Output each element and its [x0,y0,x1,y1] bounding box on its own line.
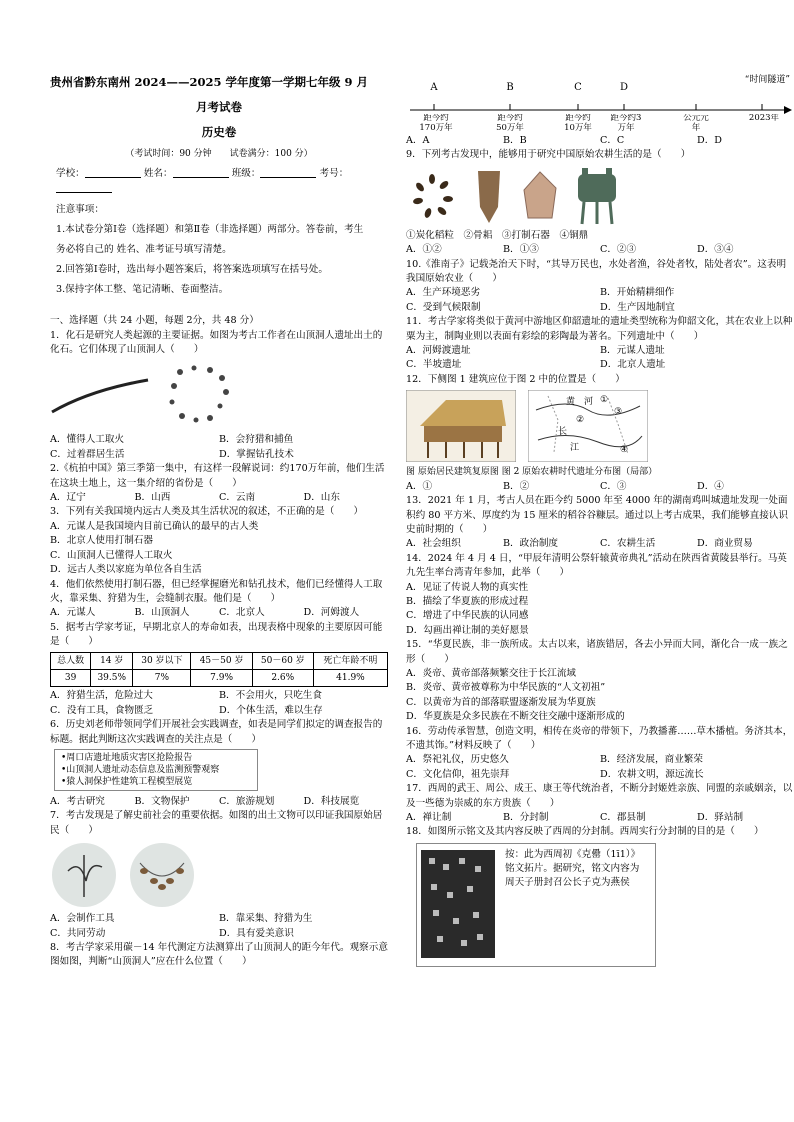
question-15 [406,638,794,724]
question-text: 9．下列考古发现中，能够用于研究中国原始农耕生活的是（ ） [406,149,691,161]
option[interactable]: A．懂得人工取火 [50,434,125,446]
option[interactable]: B．靠采集、狩猎为生 [219,913,313,925]
time-tunnel-label: “时间隧道” [744,75,790,85]
table-header: 30 岁以下 [133,652,191,669]
map-label: 长 [558,427,568,438]
question-text: 16．劳动传承智慧，创造文明，相传在炎帝的带领下，乃教播蕃……草木播植。务济其本，不遗其饰。”材料反映了（ ） [406,725,793,751]
school-field[interactable] [85,167,141,178]
q9-images [406,166,794,226]
class-field[interactable] [260,167,316,178]
question-5 [50,621,388,718]
map-label: ④ [620,445,629,456]
option[interactable]: C．北京人 [219,607,265,619]
ornament-necklace-image [160,360,240,430]
options [406,537,794,551]
table-header: 总人数 [51,652,91,669]
option[interactable]: A．祭祀礼仪，历史悠久 [406,754,509,766]
option[interactable]: D．河姆渡人 [303,607,360,619]
question-16 [406,725,794,783]
question-text: 2.《杭拍中国》第三季第一集中，有这样一段解说词：约170万年前，他们生活在这块土地上，这一集介绍的省份是（ ） [50,463,385,489]
option[interactable]: B．开始精耕细作 [600,287,675,299]
timeline-label: 距今约3万年 [610,114,642,133]
option[interactable]: C．半坡遗址 [406,359,462,371]
question-text: 7．考古发现是了解史前社会的重要依据。如图的出土文物可以印证我国原始居民（ ） [50,810,383,836]
option[interactable]: C．③ [600,480,627,492]
option[interactable]: B．② [503,480,530,492]
option[interactable]: C．山顶洞人已懂得人工取火 [50,549,173,561]
map-label: 河 [584,397,594,408]
option[interactable]: A．狩猎生活，危险过大 [50,690,153,702]
question-text: 5．据考古学家考证，早期北京人的寿命如表，出现表格中现象的主要原因可能是（ ） [50,621,383,648]
question-10 [406,258,794,316]
left-column [50,0,388,970]
q8-options [406,134,794,148]
q1-images [50,360,388,430]
notice-item: 3.保持字体工整、笔记清晰、卷面整洁。 [56,284,229,296]
option[interactable]: B．不会用火，只吃生食 [219,690,322,702]
table-header: 50－60 岁 [252,652,313,669]
question-8 [50,941,388,970]
exam-info: （考试时间：90 分钟 试卷满分：100 分） [125,149,313,159]
table-cell: 2.6% [252,669,313,686]
table-cell: 7% [133,669,191,686]
question-text: 3．下列有关我国境内远古人类及其生活状况的叙述，不正确的是（ ） [50,506,364,518]
table-cell: 7.9% [191,669,252,686]
option[interactable]: D．北京人遗址 [600,359,666,371]
option[interactable]: A．社会组织 [406,538,461,550]
question-7 [50,809,388,941]
option[interactable]: A．① [406,480,433,492]
school-label: 学校： [56,168,85,180]
table-header: 14 岁 [91,652,133,669]
timeline-point: C [574,82,582,93]
question-text: 18．如图所示铭文及其内容反映了西周的分封制。西周实行分封制的目的是（ ） [406,826,764,838]
option[interactable]: B．会狩猎和捕鱼 [219,434,294,446]
table-header: 死亡年龄不明 [313,652,387,669]
bone-needle-artifact-image [50,841,118,909]
number-field[interactable] [56,182,112,193]
option[interactable]: C．没有工具，食物匮乏 [50,704,154,716]
notice-item: 2.回答第Ⅰ卷时，选出每小题答案后，将答案选项填写在括号处。 [56,264,328,276]
report-title: •周口店遗址地质灾害区抢险报告 [61,752,193,763]
question-3 [50,505,388,577]
exam-title-line2: 月考试卷 [196,100,242,114]
map-label: ③ [614,407,623,418]
options [50,912,388,941]
option[interactable]: D．具有爱美意识 [219,927,294,939]
option[interactable]: C．云南 [219,492,256,504]
options [50,606,388,620]
time-tunnel-timeline [406,72,794,134]
option[interactable]: B．山西 [134,492,171,504]
option[interactable]: C．农耕生活 [600,538,656,550]
option[interactable]: A．辽宁 [50,492,86,504]
question-12 [406,373,794,494]
bronze-ding-image [574,166,620,226]
question-13 [406,494,794,552]
option[interactable]: B．元谋人遗址 [600,345,665,357]
lifespan-table [50,652,388,688]
option[interactable]: D．个体生活，难以生存 [219,704,323,716]
exam-subtitle: 历史卷 [201,125,237,139]
option[interactable]: B．分封制 [503,812,549,824]
chipped-stone-image [520,170,560,222]
option[interactable]: A．考古研究 [50,795,105,807]
map-label: ① [600,395,609,406]
class-label: 班级： [231,168,261,180]
options [50,795,388,809]
option[interactable]: A．元谋人 [50,607,96,619]
option[interactable]: A．A [406,135,430,146]
question-text: 13．2021 年 1 月，考古人员在距今约 5000 年至 4000 年的湖南鸡叫城遗址发现一处面积约 80 平方米、厚度约为 15 厘米的稻谷谷糠层。通过以上考古成果，我们能够直接认识史前时期的（ ） [406,495,788,535]
options [406,344,794,373]
question-text: 8．考古学家采用碳－14 年代测定方法测算出了山顶洞人的距今年代。观察示意图如图，判断“山顶洞人”应在什么位置（ ） [50,942,388,968]
carbonized-rice-image [406,171,458,221]
option[interactable]: B．B [503,135,527,146]
options [50,491,388,505]
question-1 [50,329,388,463]
q12-images [406,390,794,462]
timeline-label: 距今约50万年 [496,114,524,133]
map-label: 黄 [566,397,576,408]
option[interactable]: B．北京人使用打制石器 [50,535,153,547]
stilt-house-image [406,390,516,462]
student-info-row [56,167,388,196]
option[interactable]: A．炎帝、黄帝部落频繁交往于长江流域 [406,667,577,679]
number-label: 考号： [319,168,349,180]
inscription-box [416,843,656,967]
image-captions: ①炭化稻粒 ②骨耜 ③打制石器 ④铜鼎 [406,229,589,241]
map-label: ② [576,415,585,426]
option[interactable]: D．勾画出禅让制的美好愿景 [406,624,529,636]
option[interactable]: A．河姆渡遗址 [406,345,471,357]
timeline-label: 2023年 [748,114,780,123]
report-title: •山顶洞人遗址动态信息及监测预警观察 [61,764,220,775]
option[interactable]: B．经济发展，商业繁荣 [600,754,703,766]
table-cell: 41.9% [313,669,387,686]
exam-title-line1: 贵州省黔东南州 2024——2025 学年度第一学期七年级 9 月 [50,75,369,89]
option[interactable]: D．掌握钻孔技术 [219,448,294,460]
option[interactable]: D．④ [697,480,724,492]
question-14 [406,552,794,638]
question-6 [50,718,388,809]
inscription-note: 按：此为西周初《克罍（1ī1）》铭文拓片。据研究，铭文内容为周天子册封召公长子克为燕侯 [505,848,641,888]
option[interactable]: C．以黄帝为首的部落联盟逐渐发展为华夏族 [406,696,596,708]
report-titles-box [54,749,258,791]
notice-item: 1.本试卷分第Ⅰ卷（选择题）和第Ⅱ卷（非选择题）两部分。答卷前，考生 [56,224,364,236]
option[interactable]: D．山东 [303,492,340,504]
option[interactable]: D．D [697,135,722,146]
notice-title: 注意事项： [56,204,104,216]
name-label: 姓名： [143,168,173,180]
option[interactable]: C．过着群居生活 [50,448,125,460]
question-text: 6．历史刘老师带领同学们开展社会实践调查，如表是同学们拟定的调查报告的标题。据此判断这次实践调查的关注点是（ ） [50,719,383,745]
option[interactable]: C．增进了中华民族的认同感 [406,610,529,622]
figure-caption: 图 原始居民建筑复原图 图 2 原始农耕时代遗址分布图（局部） [406,467,658,478]
option[interactable]: B．文物保护 [134,795,190,807]
option[interactable]: A．见证了传说人物的真实性 [406,581,529,593]
question-4 [50,578,388,621]
question-18 [406,825,794,966]
option[interactable]: A．禅让制 [406,812,452,824]
option[interactable]: B．①③ [503,244,539,256]
report-title: •猿人洞保护性建筑工程模型展览 [61,776,193,787]
question-text: 1．化石是研究人类起源的主要证据。如图为考古工作者在山顶洞人遗址出土的化石。它们体现了山顶洞人（ ） [50,329,383,356]
option[interactable]: D．驿站制 [697,812,744,824]
question-text: 10.《淮南子》记载尧治天下时，“其导万民也，水处者渔，谷处者牧，陆处者农”。这表明我国原始农业（ ） [406,258,787,285]
option[interactable]: D．华夏族是众多民族在不断交往交融中逐渐形成的 [406,711,625,723]
bronze-inscription-rubbing-image [417,844,499,964]
timeline-label: 距今约170万年 [419,114,453,133]
question-11 [406,315,794,373]
option[interactable]: D．农耕文明，源远流长 [600,768,704,780]
option[interactable]: A．会制作工具 [50,913,115,925]
bone-needle-image [50,370,150,420]
question-9 [406,148,794,257]
option[interactable]: B．山顶洞人 [134,607,190,619]
option[interactable]: C．旅游规划 [219,795,275,807]
option[interactable]: B．炎帝、黄帝被尊称为中华民族的“人文初祖” [406,682,606,694]
map-label: 江 [570,443,580,454]
options [50,689,388,718]
notices [56,200,388,300]
question-text: 14．2024 年 4 月 4 日，“甲辰年清明公祭轩辕黄帝典礼”活动在陕西省黄陵县举行。马英九先生率台湾青年参加，此举（ ） [406,552,787,579]
site-distribution-map [528,390,648,462]
option[interactable]: D．科技展览 [303,795,360,807]
option[interactable]: D．远古人类以家庭为单位各自生活 [50,564,202,576]
options [406,286,794,315]
timeline-point: B [506,82,514,93]
question-text: 17．西周的武王、周公、成王、康王等代统治者，不断分封姬姓亲族、同盟的亲戚姻亲，以及一些德为崇威的东方贵族（ ） [406,783,793,809]
question-text: 12．下侧图 1 建筑应位于图 2 中的位置是（ ） [406,373,625,385]
option[interactable]: D．生产因地制宜 [600,301,675,313]
shell-necklace-image [128,841,196,909]
notice-item: 务必将自己的 姓名、准考证号填写清楚。 [56,244,232,256]
option[interactable]: C．C [600,135,625,146]
options [406,753,794,782]
bone-spade-image [472,167,506,225]
option[interactable]: C．受到气候限制 [406,301,481,313]
option[interactable]: C．文化信仰，祖先崇拜 [406,768,510,780]
options [406,480,794,494]
section-heading: 一、选择题（共 24 小题，每题 2分，共 48 分） [50,315,259,327]
q7-images [50,841,388,909]
options [406,811,794,825]
options [50,433,388,462]
timeline-point: A [430,82,438,93]
option[interactable]: D．③④ [697,244,734,256]
timeline-label: 公元元年 [683,114,709,133]
option[interactable]: C．共同劳动 [50,927,106,939]
options [406,243,794,257]
timeline-point: D [619,82,629,93]
question-2 [50,462,388,505]
timeline-label: 距今约10万年 [564,114,592,133]
table-cell: 39.5% [91,669,133,686]
option[interactable]: B．政治制度 [503,538,559,550]
table-header: 45－50 岁 [191,652,252,669]
option[interactable]: D．商业贸易 [697,538,753,550]
question-text: 4．他们依然使用打制石器，但已经掌握磨光和钻孔技术，他们已经懂得人工取火，靠采集、狩猎为生，会缝制衣服。他们是（ ） [50,578,383,604]
option[interactable]: A．元谋人是我国境内目前已确认的最早的古人类 [50,520,259,532]
option[interactable]: C．郡县制 [600,812,646,824]
question-text: 15．“华夏民族，非一族所成。太古以来，诸族错居，各去小异而大同，渐化合一成一族之形（ ） [406,639,788,665]
option[interactable]: A．①② [406,244,442,256]
option[interactable]: C．②③ [600,244,637,256]
question-text: 11．考古学家将类似于黄河中游地区仰韶遗址的遗址类型统称为仰韶文化，其在农业上以种粟为主，制陶业则以表面有彩绘的彩陶最为著名。下列遗址中（ ） [406,316,793,342]
name-field[interactable] [173,167,229,178]
table-cell: 39 [51,669,91,686]
option[interactable]: A．生产环境恶劣 [406,287,481,299]
option[interactable]: B．描绘了华夏族的形成过程 [406,595,529,607]
question-17 [406,782,794,825]
right-column [406,0,794,967]
